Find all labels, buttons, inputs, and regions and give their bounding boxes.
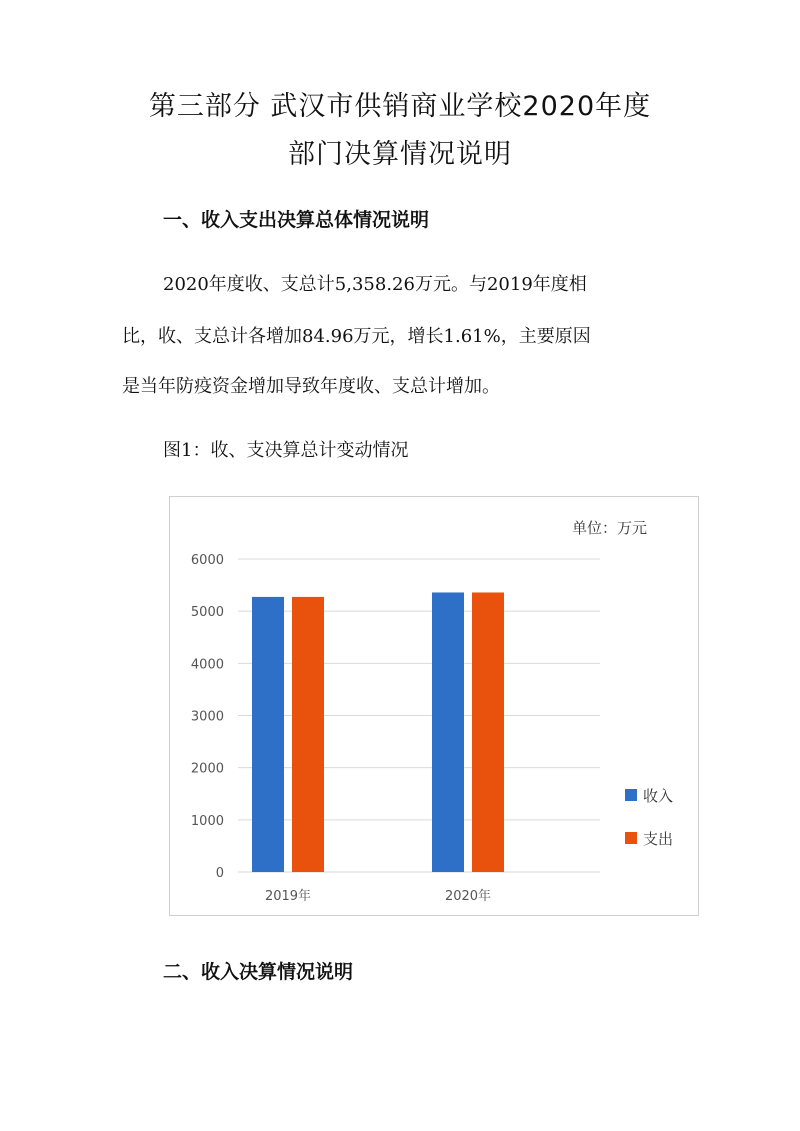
legend-swatch-支出 <box>625 832 637 844</box>
document-title-line-1: 第三部分 武汉市供销商业学校2020年度 <box>148 91 652 122</box>
paragraph-1-line-2: 比，收、支总计各增加84.96万元，增长1.61%，主要原因 <box>122 326 591 347</box>
section-1-heading: 一、收入支出决算总体情况说明 <box>163 209 430 231</box>
legend-label: 支出 <box>643 830 674 848</box>
bar-收入-2020年 <box>432 592 464 872</box>
document-title-line-2: 部门决算情况说明 <box>288 139 512 170</box>
y-tick-label: 5000 <box>190 605 224 621</box>
x-category-label: 2020年 <box>444 889 492 904</box>
chart-canvas <box>170 497 698 915</box>
section-2-heading: 二、收入决算情况说明 <box>163 961 354 983</box>
legend-swatch-收入 <box>625 789 637 801</box>
bar-收入-2019年 <box>252 597 284 872</box>
y-tick-label: 0 <box>215 866 224 881</box>
bar-支出-2020年 <box>472 592 504 872</box>
y-tick-label: 1000 <box>190 813 224 829</box>
y-tick-label: 6000 <box>190 553 224 568</box>
bar-支出-2019年 <box>292 597 324 872</box>
y-tick-label: 4000 <box>190 657 224 673</box>
figure-caption: 图1：收、支决算总计变动情况 <box>163 440 409 461</box>
legend-label: 收入 <box>643 787 674 805</box>
chart-unit-label: 单位：万元 <box>572 519 648 537</box>
x-category-label: 2019年 <box>264 889 312 904</box>
y-tick-label: 3000 <box>190 709 224 725</box>
paragraph-1-line-1: 2020年度收、支总计5,358.26万元。与2019年度相 <box>163 274 587 295</box>
y-tick-label: 2000 <box>190 761 224 777</box>
paragraph-1-line-3: 是当年防疫资金增加导致年度收、支总计增加。 <box>122 376 500 397</box>
income-expense-chart <box>169 496 699 916</box>
